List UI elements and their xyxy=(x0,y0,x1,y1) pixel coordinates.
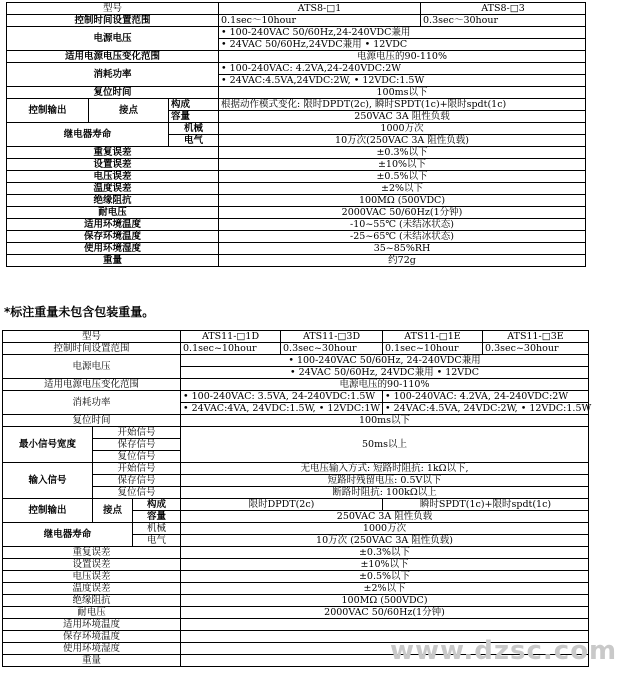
voltage-range-label: 适用电源电压变化范围 xyxy=(3,379,181,391)
voltage-error-value: ±0.5%以下 xyxy=(219,171,586,183)
electrical-label: 电气 xyxy=(169,135,219,147)
electrical-label: 电气 xyxy=(133,535,181,547)
time-range-1e: 0.1sec~10hour xyxy=(383,343,483,355)
supply-voltage-label: 电源电压 xyxy=(7,27,219,51)
insulation-label: 绝缘阻抗 xyxy=(7,195,219,207)
model-label: 型号 xyxy=(3,331,181,343)
voltage-error-value: ±0.5%以下 xyxy=(181,571,589,583)
voltage-range-value: 电源电压的90-110% xyxy=(181,379,589,391)
storage-temp-value: -25~65℃ (未结冰状态) xyxy=(219,231,586,243)
humidity-label: 使用环境湿度 xyxy=(3,643,181,655)
withstand-value: 2000VAC 50/60Hz(1分钟) xyxy=(181,607,589,619)
weight-value: 约72g xyxy=(219,255,586,267)
electrical-value: 10万次(250VAC 3A 阻性负载) xyxy=(219,135,586,147)
repeat-error-value: ±0.3%以下 xyxy=(219,147,586,159)
model-label: 型号 xyxy=(7,3,219,15)
insulation-value: 100MΩ (500VDC) xyxy=(181,595,589,607)
input-spec-3: 断路时阻抗: 100kΩ以上 xyxy=(181,487,589,499)
temp-error-label: 温度误差 xyxy=(3,583,181,595)
repeat-error-label: 重复误差 xyxy=(3,547,181,559)
capacity-value: 250VAC 3A 阻性负载 xyxy=(181,511,589,523)
supply-voltage-2: • 24VAC 50/60Hz, 24VDC兼用 • 12VDC xyxy=(181,367,589,379)
reset-time-value: 100ms以下 xyxy=(219,87,586,99)
time-range-label: 控制时间设置范围 xyxy=(7,15,219,27)
time-range-3d: 0.3sec~30hour xyxy=(281,343,383,355)
input-spec-2: 短路时残留电压: 0.5V以下 xyxy=(181,475,589,487)
reset-signal-label: 复位信号 xyxy=(93,451,181,463)
mechanical-label: 机械 xyxy=(169,123,219,135)
insulation-value: 100MΩ (500VDC) xyxy=(219,195,586,207)
power-left-2: • 24VAC:4VA, 24VDC:1.5W, • 12VDC:1W xyxy=(181,403,383,415)
electrical-value: 10万次 (250VAC 3A 阻性负载) xyxy=(181,535,589,547)
capacity-label: 容量 xyxy=(133,511,181,523)
time-range-a: 0.1sec～10hour xyxy=(219,15,421,27)
power-right-2: • 24VAC:4.5VA, 24VDC:2W, • 12VDC:1.5W xyxy=(383,403,589,415)
input-signal-label: 输入信号 xyxy=(3,463,93,499)
power-left-1: • 100-240VAC: 3.5VA, 24-240VDC:1.5W xyxy=(181,391,383,403)
relay-life-label: 继电器寿命 xyxy=(3,523,133,547)
voltage-error-label: 电压误差 xyxy=(7,171,219,183)
ambient-temp-label: 适用环境温度 xyxy=(7,219,219,231)
setting-error-label: 设置误差 xyxy=(3,559,181,571)
structure-label: 构成 xyxy=(169,99,219,111)
capacity-label: 容量 xyxy=(169,111,219,123)
temp-error-value: ±2%以下 xyxy=(181,583,589,595)
supply-voltage-1: • 100-240VAC 50/60Hz,24-240VDC兼用 xyxy=(219,27,586,39)
ambient-temp-label: 适用环境温度 xyxy=(3,619,181,631)
structure-left: 限时DPDT(2c) xyxy=(181,499,383,511)
supply-voltage-label: 电源电压 xyxy=(3,355,181,379)
storage-temp-label: 保存环境温度 xyxy=(7,231,219,243)
reset-time-label: 复位时间 xyxy=(7,87,219,99)
humidity-value: 35~85%RH xyxy=(219,243,586,255)
model-ats8-1: ATS8-□1 xyxy=(219,3,421,15)
mechanical-label: 机械 xyxy=(133,523,181,535)
hold-signal-label: 保存信号 xyxy=(93,439,181,451)
input-spec-1: 无电压输入方式: 短路时阻抗: 1kΩ以下, xyxy=(181,463,589,475)
supply-voltage-1: • 100-240VAC 50/60Hz, 24-240VDC兼用 xyxy=(181,355,589,367)
ambient-temp-value: -10~55℃ (未结冰状态) xyxy=(219,219,586,231)
control-output-label: 控制输出 xyxy=(3,499,93,523)
model-ats11-3d: ATS11-□3D xyxy=(281,331,383,343)
reset-time-label: 复位时间 xyxy=(3,415,181,427)
voltage-range-label: 适用电源电压变化范围 xyxy=(7,51,219,63)
model-ats8-3: ATS8-□3 xyxy=(421,3,586,15)
structure-value: 根据动作模式变化: 限时DPDT(2c), 瞬时SPDT(1c)+限时spdt(1c) xyxy=(219,99,586,111)
input-hold-label: 保存信号 xyxy=(93,475,181,487)
model-ats11-1e: ATS11-□1E xyxy=(383,331,483,343)
insulation-label: 绝缘阻抗 xyxy=(3,595,181,607)
storage-temp-label: 保存环境温度 xyxy=(3,631,181,643)
repeat-error-value: ±0.3%以下 xyxy=(181,547,589,559)
withstand-label: 耐电压 xyxy=(7,207,219,219)
time-range-1d: 0.1sec~10hour xyxy=(181,343,281,355)
min-signal-value: 50ms以上 xyxy=(181,427,589,463)
model-ats11-1d: ATS11-□1D xyxy=(181,331,281,343)
contact-label: 接点 xyxy=(89,99,169,123)
reset-time-value: 100ms以下 xyxy=(181,415,589,427)
setting-error-label: 设置误差 xyxy=(7,159,219,171)
control-output-label: 控制输出 xyxy=(7,99,89,123)
watermark: www.dzsc.com xyxy=(390,636,617,666)
weight-label: 重量 xyxy=(7,255,219,267)
power-1: • 100-240VAC: 4.2VA,24-240VDC:2W xyxy=(219,63,586,75)
power-2: • 24VAC:4.5VA,24VDC:2W, • 12VDC:1.5W xyxy=(219,75,586,87)
model-ats11-3e: ATS11-□3E xyxy=(483,331,589,343)
structure-right: 瞬时SPDT(1c)+限时spdt(1c) xyxy=(383,499,589,511)
weight-label: 重量 xyxy=(3,655,181,667)
temp-error-label: 温度误差 xyxy=(7,183,219,195)
voltage-error-label: 电压误差 xyxy=(3,571,181,583)
setting-error-value: ±10%以下 xyxy=(181,559,589,571)
spec-table-ats8 xyxy=(6,2,586,267)
power-label: 消耗功率 xyxy=(3,391,181,415)
mechanical-value: 1000万次 xyxy=(181,523,589,535)
min-signal-label: 最小信号宽度 xyxy=(3,427,93,463)
setting-error-value: ±10%以下 xyxy=(219,159,586,171)
contact-label: 接点 xyxy=(93,499,133,523)
humidity-label: 使用环境湿度 xyxy=(7,243,219,255)
power-label: 消耗功率 xyxy=(7,63,219,87)
ambient-temp-value xyxy=(181,619,589,631)
withstand-label: 耐电压 xyxy=(3,607,181,619)
temp-error-value: ±2%以下 xyxy=(219,183,586,195)
supply-voltage-2: • 24VAC 50/60Hz,24VDC兼用 • 12VDC xyxy=(219,39,586,51)
time-range-b: 0.3sec～30hour xyxy=(421,15,586,27)
relay-life-label: 继电器寿命 xyxy=(7,123,169,147)
start-signal-label: 开始信号 xyxy=(93,427,181,439)
capacity-value: 250VAC 3A 阻性负载 xyxy=(219,111,586,123)
power-right-1: • 100-240VAC: 4.2VA, 24-240VDC:2W xyxy=(383,391,589,403)
repeat-error-label: 重复误差 xyxy=(7,147,219,159)
voltage-range-value: 电源电压的90-110% xyxy=(219,51,586,63)
mechanical-value: 1000万次 xyxy=(219,123,586,135)
spec-table-ats11 xyxy=(2,330,592,667)
time-range-label: 控制时间设置范围 xyxy=(3,343,181,355)
input-reset-label: 复位信号 xyxy=(93,487,181,499)
time-range-3e: 0.3sec~30hour xyxy=(483,343,589,355)
weight-note: *标注重量未包含包装重量。 xyxy=(4,305,155,319)
withstand-value: 2000VAC 50/60Hz(1分钟) xyxy=(219,207,586,219)
input-start-label: 开始信号 xyxy=(93,463,181,475)
structure-label: 构成 xyxy=(133,499,181,511)
